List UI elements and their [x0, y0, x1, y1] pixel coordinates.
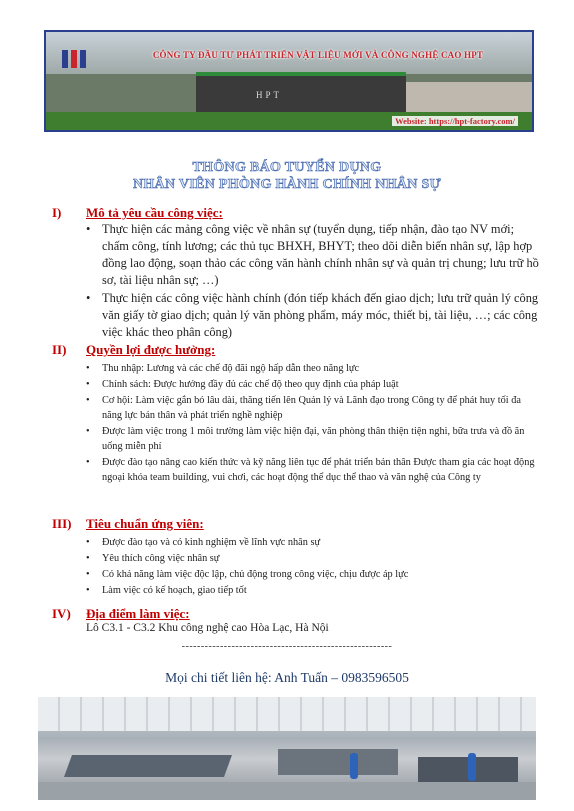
list-item: • Yêu thích công việc nhân sự	[102, 551, 542, 566]
factory-floor	[38, 782, 536, 800]
section-label: Mô tả yêu cầu công việc:	[86, 205, 223, 220]
section-candidate-requirements	[52, 516, 542, 599]
building-sign: HPT	[256, 90, 283, 100]
bullet-list	[52, 535, 542, 598]
header-banner	[44, 30, 534, 132]
list-item: • Được đào tạo và có kinh nghiệm về lĩnh vực nhân sự	[102, 535, 542, 550]
section-heading	[52, 205, 542, 221]
banner-building-annex	[406, 82, 532, 114]
section-number: III)	[52, 516, 72, 531]
contact-info: Mọi chi tiết liên hệ: Anh Tuấn – 0983596505	[165, 670, 409, 685]
website-link[interactable]: Website: https://hpt-factory.com/	[392, 116, 518, 126]
list-item: • Cơ hội: Làm việc gắn bó lâu dài, thăng tiến lên Quản lý và Lãnh đạo trong Công ty để phát huy tối đa năng lực bản thân và phát triển nghề nghiệp	[102, 393, 542, 423]
divider-line: -------------------------------------------------------	[181, 641, 393, 652]
section-label: Địa điểm làm việc:	[86, 606, 190, 621]
factory-machine	[278, 749, 398, 775]
company-name: CÔNG TY ĐẦU TƯ PHÁT TRIỂN VẬT LIỆU MỚI VÀ CÔNG NGHỆ CAO HPT	[152, 50, 484, 60]
list-item: • Làm việc có kế hoạch, giao tiếp tốt	[102, 583, 542, 598]
list-item: • Có khả năng làm việc độc lập, chủ động trong công việc, chịu được áp lực	[102, 567, 542, 582]
factory-ceiling	[38, 697, 536, 731]
company-logo-icon	[60, 48, 88, 70]
section-heading	[52, 516, 542, 532]
list-item: • Được làm việc trong 1 môi trường làm việc hiện đại, văn phòng thân thiện tiện nghi, bữa trưa và đồ ăn uống miễn phí	[102, 424, 542, 454]
factory-worker	[350, 753, 358, 779]
list-item: • Được đào tạo nâng cao kiến thức và kỹ năng liên tục để phát triển bản thân Được tham gia các hoạt động ngoại khóa team building, vui chơi, các hoạt động thể dục thể thao và văn nghệ của Công ty	[102, 455, 542, 485]
section-number: IV)	[52, 606, 71, 621]
bullet-list	[52, 221, 542, 341]
factory-machine	[64, 755, 232, 777]
section-benefits	[52, 342, 542, 486]
list-item: • Thu nhập: Lương và các chế độ đãi ngộ hấp dẫn theo năng lực	[102, 361, 542, 376]
section-number: I)	[52, 205, 62, 220]
position-title: NHÂN VIÊN PHÒNG HÀNH CHÍNH NHÂN SỰ	[132, 177, 442, 192]
factory-worker	[468, 753, 476, 781]
section-work-location	[52, 606, 542, 634]
section-heading	[52, 342, 542, 358]
notice-title: THÔNG BÁO TUYỂN DỤNG	[192, 160, 382, 175]
banner-building	[196, 76, 406, 116]
section-label: Tiêu chuẩn ứng viên:	[86, 516, 204, 531]
factory-photo	[38, 697, 536, 800]
section-number: II)	[52, 342, 67, 357]
bullet-list	[52, 361, 542, 485]
list-item: • Chính sách: Được hưởng đầy đủ các chế độ theo quy định của pháp luật	[102, 377, 542, 392]
list-item: • Thực hiện các mảng công việc về nhân sự (tuyển dụng, tiếp nhận, đào tạo NV mới; chấm công, tính lương; các thủ tục BHXH, BHYT; theo dõi diễn biến nhân sự, lập hợp đồng lao động, soạn thảo các công văn hành chính nhân sự và quản trị chung; lưu trữ hồ sơ, tài liệu nhân sự; …)	[102, 221, 542, 289]
section-heading	[52, 606, 542, 622]
section-job-description	[52, 205, 542, 342]
section-label: Quyền lợi được hưởng:	[86, 342, 216, 357]
list-item: • Thực hiện các công việc hành chính (đón tiếp khách đến giao dịch; lưu trữ quản lý công văn giấy tờ giao dịch; quản lý văn phòng phẩm, máy móc, thiết bị, tài liệu, …; các công việc khác theo phân công)	[102, 290, 542, 341]
work-address: Lô C3.1 - C3.2 Khu công nghệ cao Hòa Lạc, Hà Nội	[86, 622, 329, 634]
